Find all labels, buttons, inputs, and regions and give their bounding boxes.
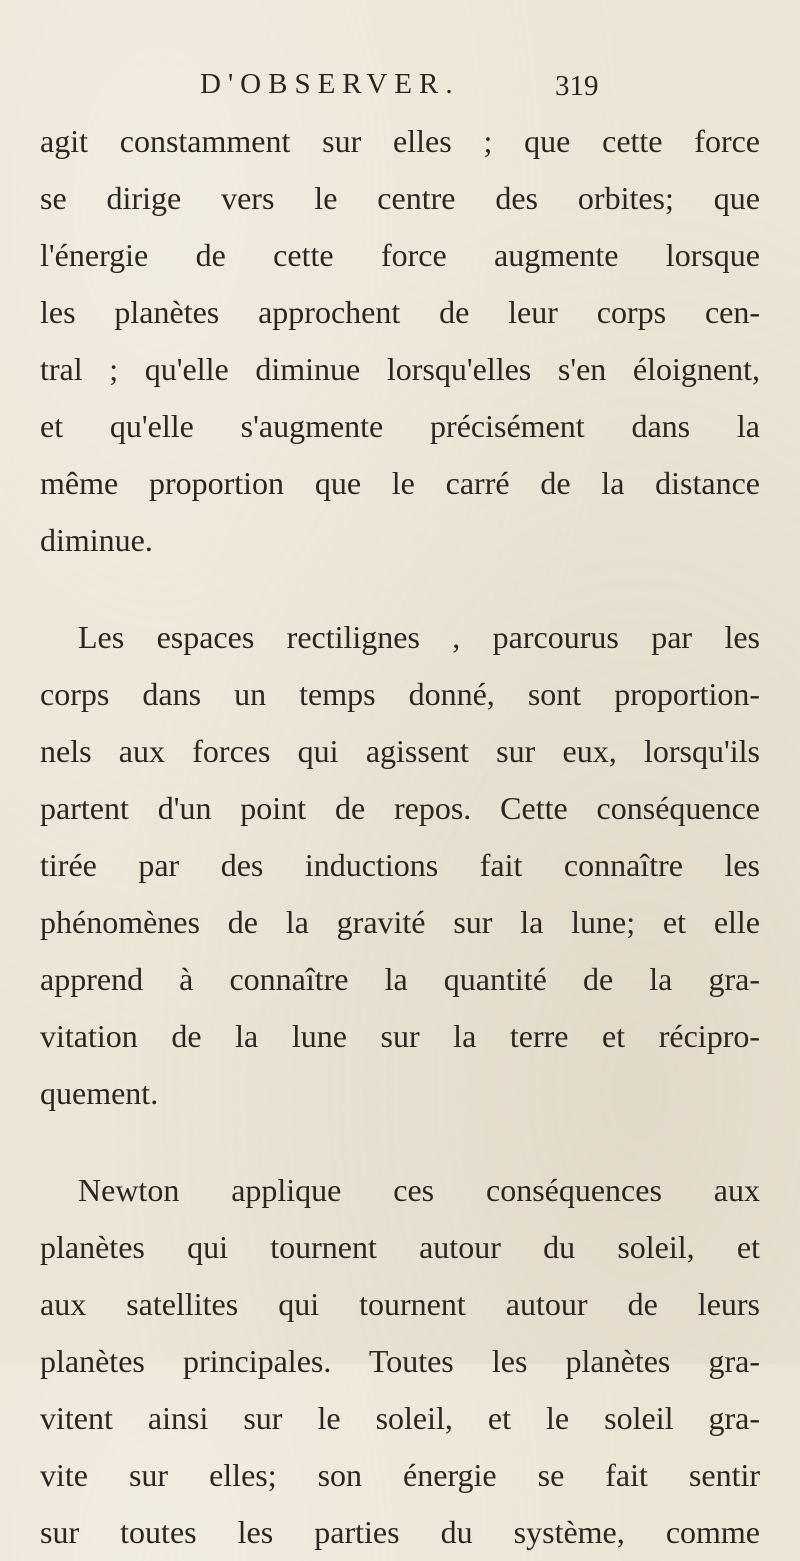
text-line: agit constamment sur elles ; que cette force — [40, 123, 760, 159]
text-line: phénomènes de la gravité sur la lune; et elle — [40, 904, 760, 940]
text-line: Les espaces rectilignes , parcourus par les — [78, 619, 760, 655]
text-line: et qu'elle s'augmente précisément dans la — [40, 408, 760, 444]
paragraph-3 — [40, 1162, 760, 1561]
text-line: vitation de la lune sur la terre et récipro- — [40, 1018, 760, 1054]
paragraph-gap — [40, 1122, 760, 1162]
text-line: diminue. — [40, 522, 153, 558]
text-line: nels aux forces qui agissent sur eux, lorsqu'ils — [40, 733, 760, 769]
page-header — [0, 68, 800, 108]
text-line: sur toutes les parties du système, comme — [40, 1514, 760, 1550]
text-line: partent d'un point de repos. Cette conséquence — [40, 790, 760, 826]
text-line: l'énergie de cette force augmente lorsque — [40, 237, 760, 273]
paragraph-2 — [40, 609, 760, 1122]
text-line: apprend à connaître la quantité de la gra- — [40, 961, 760, 997]
page-number: 319 — [555, 70, 599, 102]
text-line: Newton applique ces conséquences aux — [78, 1172, 760, 1208]
text-line: planètes principales. Toutes les planètes gra- — [40, 1343, 760, 1379]
text-line: les planètes approchent de leur corps cen- — [40, 294, 760, 330]
body-text — [40, 113, 760, 1561]
text-line: planètes qui tournent autour du soleil, et — [40, 1229, 760, 1265]
paragraph-gap — [40, 569, 760, 609]
running-head: D'OBSERVER. — [200, 68, 460, 100]
text-line: tirée par des inductions fait connaître les — [40, 847, 760, 883]
text-line: aux satellites qui tournent autour de leurs — [40, 1286, 760, 1322]
text-line: même proportion que le carré de la distance — [40, 465, 760, 501]
text-line: vitent ainsi sur le soleil, et le soleil gra- — [40, 1400, 760, 1436]
text-line: quement. — [40, 1075, 159, 1111]
paragraph-1 — [40, 113, 760, 569]
text-line: corps dans un temps donné, sont proportion- — [40, 676, 760, 712]
text-line: se dirige vers le centre des orbites; que — [40, 180, 760, 216]
text-line: vite sur elles; son énergie se fait sentir — [40, 1457, 760, 1493]
text-line: tral ; qu'elle diminue lorsqu'elles s'en éloignent, — [40, 351, 760, 387]
